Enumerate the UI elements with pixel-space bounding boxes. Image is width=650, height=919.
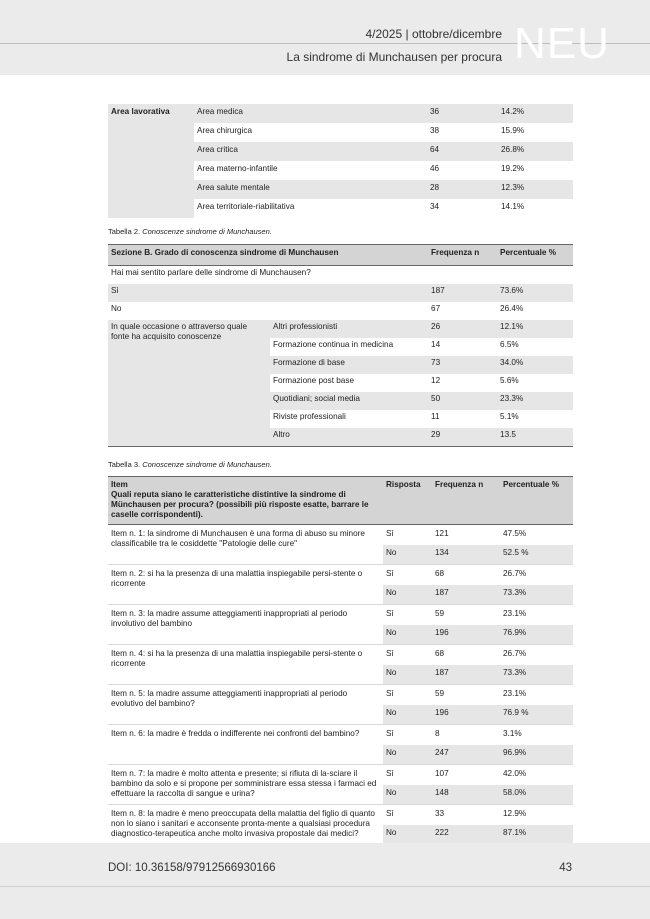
page-footer	[0, 843, 650, 919]
frequency-no: 196	[432, 705, 500, 725]
row-percentage: 26.8%	[498, 142, 573, 161]
row-percentage: 14.1%	[501, 202, 525, 211]
answer-si: Sì	[386, 529, 394, 538]
source-frequency: 12	[431, 376, 441, 385]
frequency-si: 68	[435, 649, 445, 658]
item-text: Item n. 7: la madre è molto attenta e presente; si rifiuta di la-sciare il bambino da solo e si propone per somministrare essa stessa i farmaci ed effettuare la raccolta di sangue e urina?	[108, 765, 383, 805]
table-caratteristiche	[108, 476, 573, 845]
source-percentage: 6.5%	[500, 340, 519, 349]
source-percentage: 34.0%	[497, 356, 573, 374]
percentage-si: 23.1%	[503, 609, 527, 618]
table2-header-pct: Percentuale %	[497, 245, 573, 266]
item-text: Item n. 4: si ha la presenza di una malattia inspiegabile persi-stente o ricorrente	[108, 645, 383, 685]
answer-si: Sì	[386, 649, 394, 658]
table-row	[108, 805, 573, 826]
frequency-no: 134	[432, 545, 500, 565]
source-name: Formazione di base	[270, 356, 428, 374]
answer-percentage: 26.4%	[500, 304, 524, 313]
percentage-no: 52.5 %	[500, 545, 573, 565]
source-name: Formazione continua in medicina	[273, 340, 394, 349]
source-frequency: 26	[428, 320, 497, 338]
table3-body	[108, 525, 573, 845]
percentage-si: 26.7%	[503, 569, 527, 578]
answer-no: No	[383, 585, 432, 605]
running-title: La sindrome di Munchausen per procura	[286, 50, 502, 64]
source-name: Riviste professionali	[273, 412, 346, 421]
item-text: Item n. 8: la madre è meno preoccupata della malattia del figlio di quanto non lo siano i sanitari e acconsente pronta-mente a qualsiasi procedura diagnostico-terapeutica anche molto invasiva propostale dai medici?	[108, 805, 383, 845]
row-frequency: 28	[427, 180, 498, 199]
table3-header-row	[108, 477, 573, 525]
source-frequency: 50	[428, 392, 497, 410]
row-label: Area materno-infantile	[197, 164, 278, 173]
page-number: 43	[559, 862, 572, 874]
table-row	[108, 320, 573, 338]
table3-header-item	[108, 477, 383, 525]
page-header	[0, 0, 650, 75]
doi-label: DOI: 10.36158/97912566930166	[108, 862, 276, 874]
table3-header-pct: Percentuale %	[500, 477, 573, 525]
frequency-si: 121	[435, 529, 449, 538]
row-frequency: 46	[430, 164, 440, 173]
table1-body	[108, 104, 573, 218]
area-lavorativa-label: Area lavorativa	[108, 104, 194, 218]
row-percentage: 12.3%	[498, 180, 573, 199]
table3-caption-label: Tabella 3.	[108, 460, 141, 469]
source-name: Formazione post base	[273, 376, 355, 385]
percentage-si: 42.0%	[503, 769, 527, 778]
percentage-no: 87.1%	[500, 825, 573, 845]
item-text: Item n. 5: la madre assume atteggiamenti inappropriati al periodo evolutivo del bambino?	[108, 685, 383, 725]
table-row	[108, 605, 573, 626]
percentage-no: 76.9 %	[500, 705, 573, 725]
answer-si: Sì	[386, 689, 394, 698]
table3-header-freq: Frequenza n	[432, 477, 500, 525]
table3-caption	[108, 460, 272, 469]
footer-divider	[0, 886, 650, 887]
table-row	[108, 725, 573, 746]
frequency-no: 148	[432, 785, 500, 805]
row-percentage: 14.2%	[498, 104, 573, 123]
journal-logo: NEU	[514, 19, 610, 68]
percentage-no: 73.3%	[500, 585, 573, 605]
source-frequency: 11	[431, 412, 440, 421]
answer-si: Sì	[386, 569, 394, 578]
item-text: Item n. 3: la madre assume atteggiamenti inappropriati al periodo involutivo del bambino	[108, 605, 383, 645]
percentage-no: 58.0%	[500, 785, 573, 805]
frequency-si: 59	[435, 689, 445, 698]
table-row	[108, 525, 573, 546]
row-label: Area critica	[194, 142, 427, 161]
answer-frequency: 67	[431, 304, 441, 313]
row-percentage: 15.9%	[501, 126, 525, 135]
answer-no: No	[383, 545, 432, 565]
answer-si: Sì	[386, 769, 394, 778]
table-row	[108, 685, 573, 706]
table-row	[108, 284, 573, 302]
frequency-no: 247	[432, 745, 500, 765]
percentage-no: 76.9%	[500, 625, 573, 645]
source-frequency: 29	[428, 428, 497, 447]
answer-no: No	[383, 705, 432, 725]
table2-caption	[108, 227, 272, 236]
answer-percentage: 73.6%	[497, 284, 573, 302]
row-frequency: 34	[430, 202, 440, 211]
table3-caption-text: Conoscenze sindrome di Munchausen.	[142, 460, 272, 469]
table3-header-item-label: Item	[111, 480, 128, 489]
question-text: Hai mai sentito parlare delle sindrome di Munchausen?	[111, 268, 311, 277]
table2-header-row	[108, 245, 573, 266]
source-percentage: 5.6%	[500, 376, 519, 385]
frequency-no: 187	[432, 585, 500, 605]
source-frequency: 14	[431, 340, 441, 349]
frequency-si: 107	[435, 769, 449, 778]
answer-label: Sì	[108, 284, 428, 302]
table-row	[108, 645, 573, 666]
frequency-si: 33	[435, 809, 445, 818]
table2-header-section: Sezione B. Grado di conoscenza sindrome di Munchausen	[108, 245, 428, 266]
row-frequency: 36	[427, 104, 498, 123]
answer-no: No	[383, 745, 432, 765]
row-frequency: 38	[430, 126, 440, 135]
row-label: Area salute mentale	[194, 180, 427, 199]
item-text: Item n. 6: la madre è fredda o indifferente nei confronti del bambino?	[108, 725, 383, 765]
source-name: Quotidiani; social media	[270, 392, 428, 410]
table-row	[108, 266, 573, 285]
source-percentage: 13.5	[497, 428, 573, 447]
source-name: Altro	[270, 428, 428, 447]
frequency-si: 8	[435, 729, 440, 738]
answer-no: No	[383, 785, 432, 805]
frequency-no: 196	[432, 625, 500, 645]
answer-si: Sì	[386, 609, 394, 618]
row-frequency: 64	[427, 142, 498, 161]
frequency-no: 187	[432, 665, 500, 685]
frequency-si: 68	[435, 569, 445, 578]
table2-header-freq: Frequenza n	[428, 245, 497, 266]
row-label: Area medica	[194, 104, 427, 123]
table-area-lavorativa	[108, 104, 573, 218]
answer-label: No	[111, 304, 122, 313]
item-text: Item n. 2: si ha la presenza di una malattia inspiegabile persi-stente o ricorrente	[108, 565, 383, 605]
answer-si: Sì	[386, 729, 394, 738]
percentage-si: 26.7%	[503, 649, 527, 658]
frequency-no: 222	[432, 825, 500, 845]
source-frequency: 73	[428, 356, 497, 374]
percentage-si: 12.9%	[503, 809, 527, 818]
table3-header-risposta: Risposta	[383, 477, 432, 525]
percentage-no: 96.9%	[500, 745, 573, 765]
page-body	[0, 75, 650, 843]
answer-frequency: 187	[428, 284, 497, 302]
table3-header-question: Quali reputa siano le caratteristiche distintive la sindrome di Münchausen per procura? (possibili più risposte esatte, barrare le caselle corrispondenti).	[111, 490, 369, 519]
answer-si: Sì	[386, 809, 394, 818]
percentage-si: 47.5%	[503, 529, 527, 538]
table-row	[108, 765, 573, 786]
percentage-no: 73.3%	[500, 665, 573, 685]
item-text: Item n. 1: la sindrome di Munchausen è una forma di abuso su minore classificabile tra le cosiddette "Patologie delle cure"	[108, 525, 383, 565]
percentage-si: 3.1%	[503, 729, 522, 738]
row-percentage: 19.2%	[501, 164, 525, 173]
answer-no: No	[383, 625, 432, 645]
row-label: Area territoriale-riabilitativa	[197, 202, 295, 211]
source-percentage: 12.1%	[497, 320, 573, 338]
table-row	[108, 104, 573, 123]
table2-body	[108, 266, 573, 447]
table-row	[108, 302, 573, 320]
table-row	[108, 565, 573, 586]
answer-no: No	[383, 825, 432, 845]
frequency-si: 59	[435, 609, 445, 618]
sources-label: In quale occasione o attraverso quale fonte ha acquisito conoscenze	[108, 320, 270, 447]
answer-no: No	[383, 665, 432, 685]
row-label: Area chirurgica	[197, 126, 253, 135]
table-conoscenza	[108, 244, 573, 447]
table2-caption-label: Tabella 2.	[108, 227, 141, 236]
source-name: Altri professionisti	[270, 320, 428, 338]
source-percentage: 23.3%	[497, 392, 573, 410]
percentage-si: 23.1%	[503, 689, 527, 698]
source-percentage: 5.1%	[500, 412, 519, 421]
issue-label: 4/2025 | ottobre/dicembre	[365, 27, 502, 41]
table2-caption-text: Conoscenze sindrome di Munchausen.	[142, 227, 272, 236]
